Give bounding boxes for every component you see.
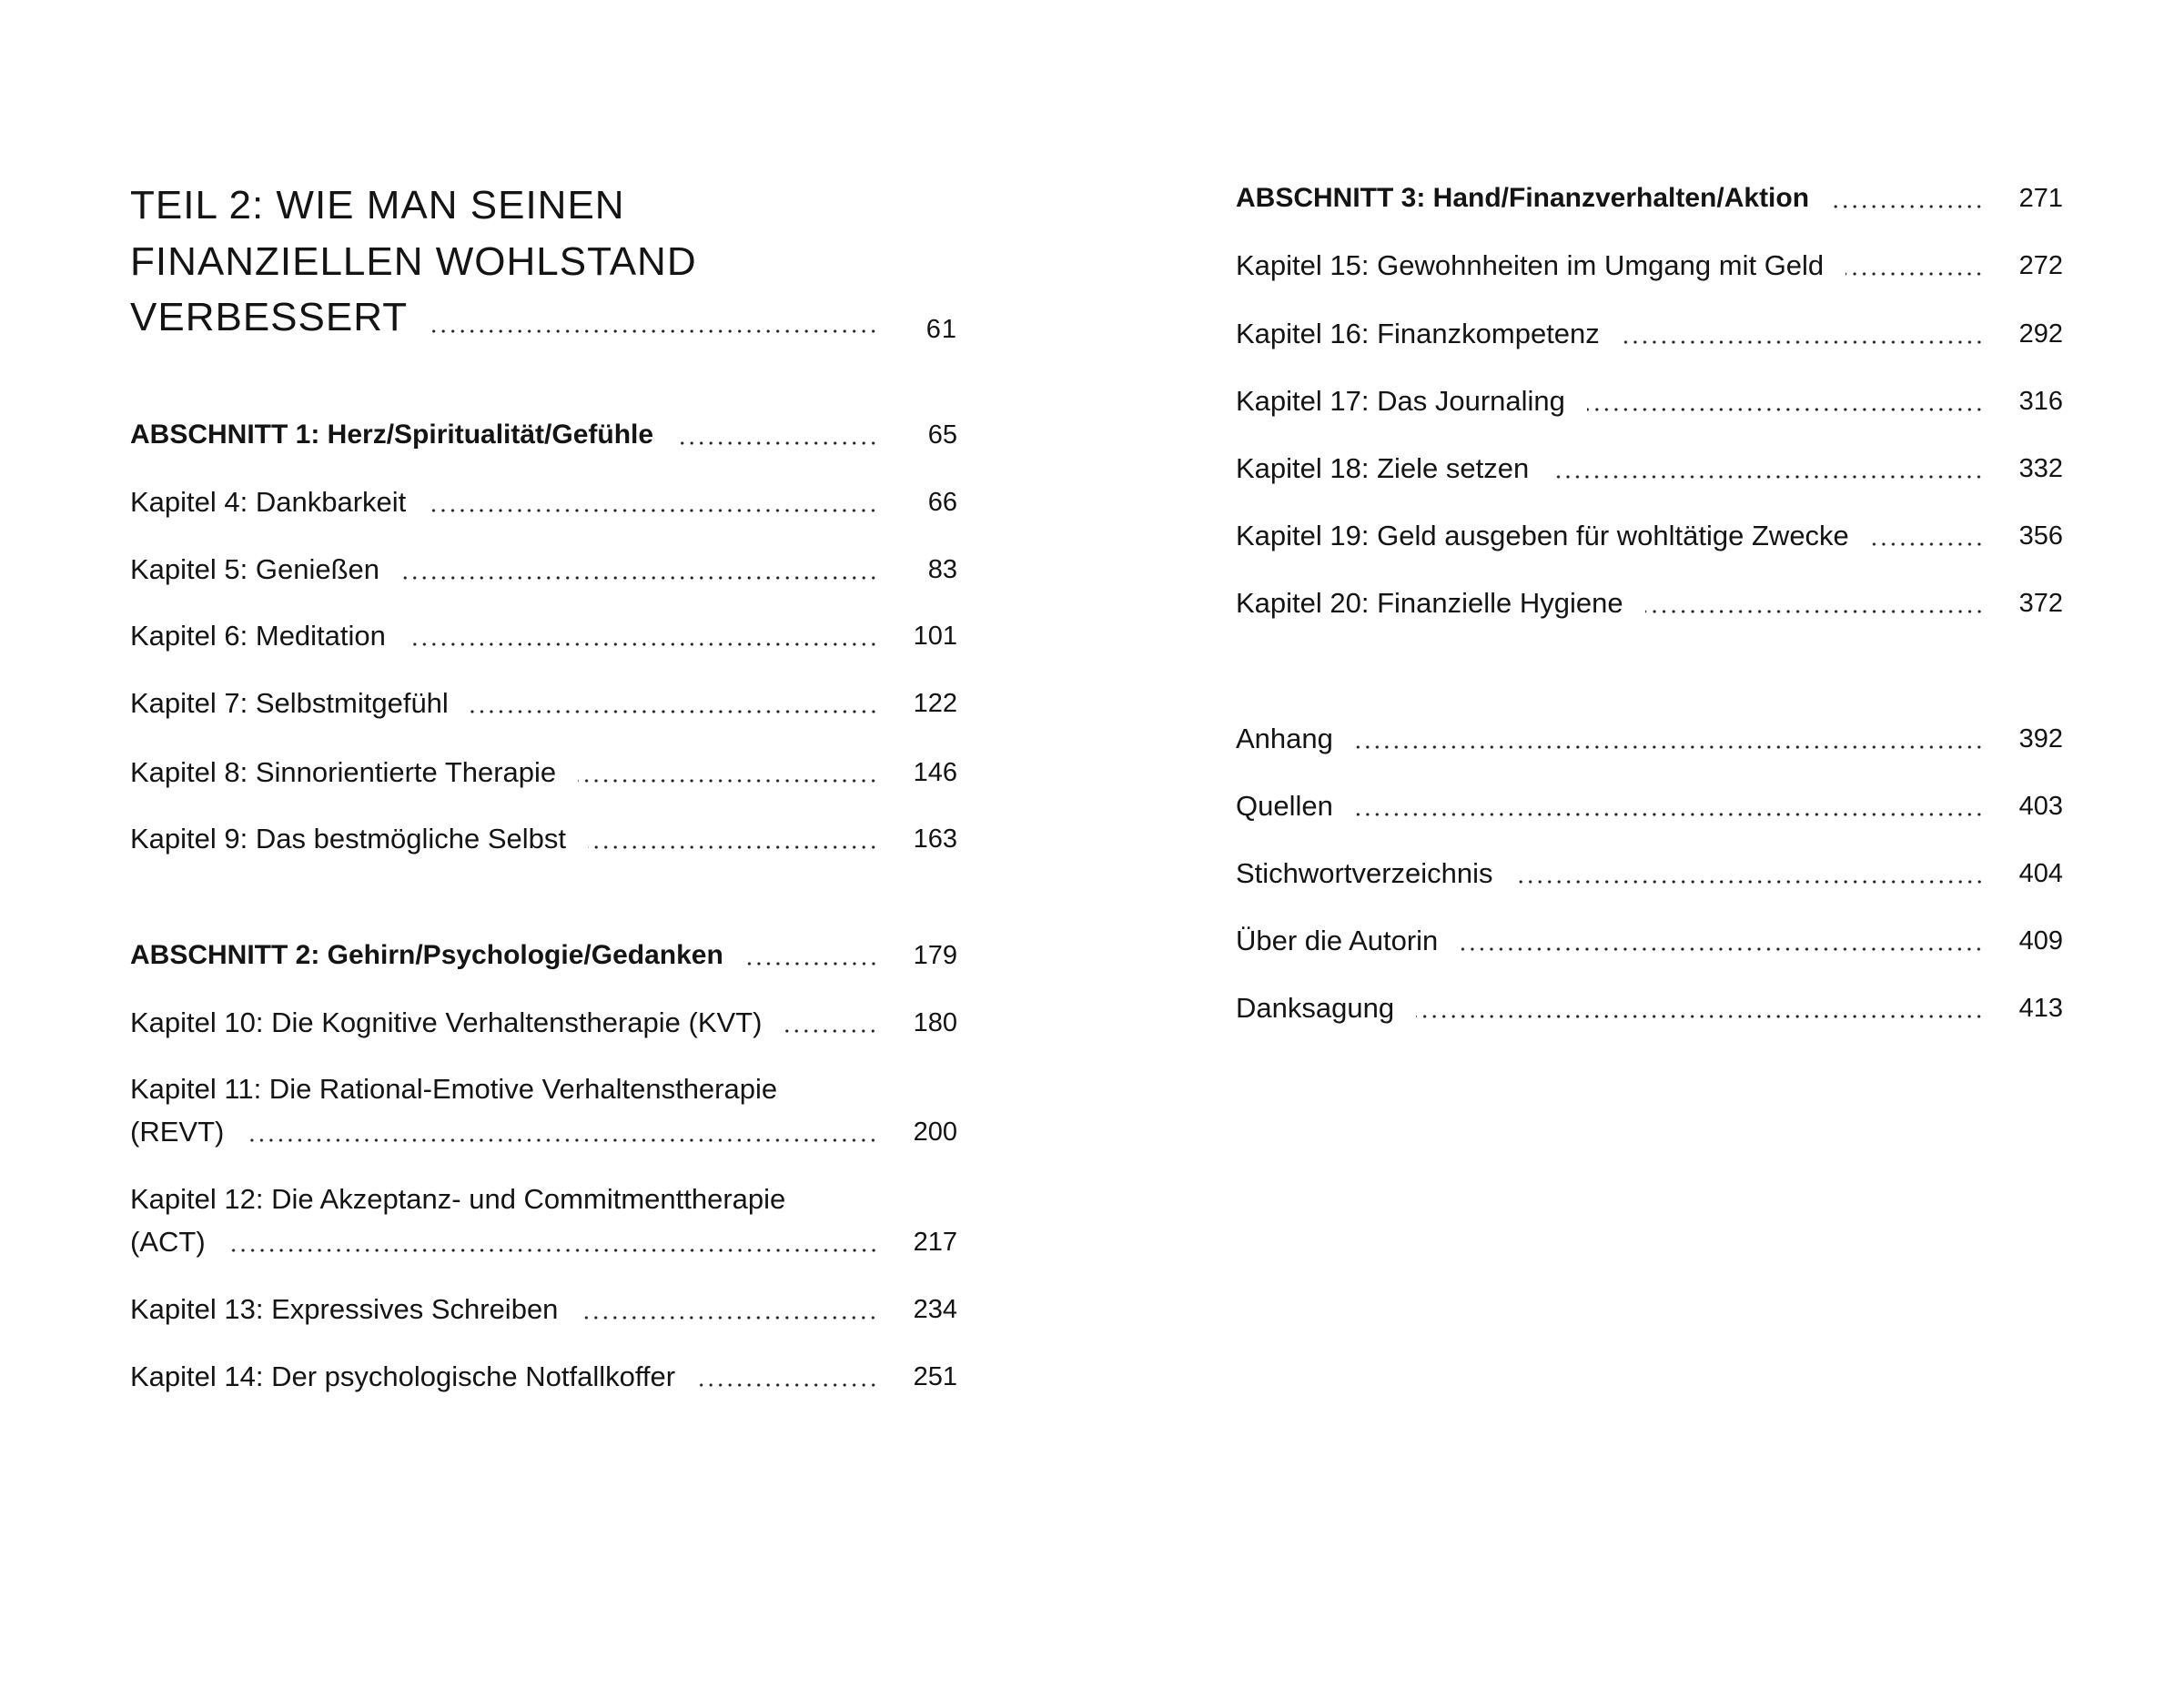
toc-entry-page: 83 (927, 555, 957, 584)
toc-entry[interactable] (1236, 923, 2063, 959)
toc-entry-page: 316 (2018, 387, 2063, 416)
toc-entry[interactable] (130, 754, 957, 791)
toc-entry-label: Kapitel 14: Der psychologische Notfallkoffer (130, 1360, 676, 1392)
dot-leader (1551, 475, 1984, 479)
dot-leader (1845, 272, 1984, 276)
toc-entry[interactable] (130, 551, 957, 588)
toc-entry-label: Quellen (1236, 790, 1333, 822)
dot-leader (588, 845, 878, 849)
toc-entry[interactable] (1236, 585, 2063, 622)
dot-leader (580, 1316, 878, 1320)
toc-entry-page: 217 (913, 1228, 957, 1257)
toc-entry-page: 200 (913, 1117, 957, 1147)
toc-entry-page: 163 (913, 824, 957, 854)
toc-entry-page: 61 (925, 315, 957, 344)
toc-entry-label: Stichwortverzeichnis (1236, 857, 1493, 889)
toc-entry-page: 392 (2018, 724, 2063, 753)
toc-entry-page: 356 (2018, 521, 2063, 551)
dot-leader (784, 1029, 878, 1033)
dot-leader (1871, 542, 1984, 546)
dot-leader (401, 576, 878, 580)
dot-leader (430, 329, 878, 333)
dot-leader (246, 1138, 878, 1142)
toc-entry-label: Kapitel 19: Geld ausgeben für wohltätige Zwecke (1236, 520, 1849, 551)
toc-entry-label: VERBESSERT (130, 295, 409, 339)
toc-entry-label: Kapitel 9: Das bestmögliche Selbst (130, 823, 567, 855)
toc-entry-label-line-1: Kapitel 11: Die Rational-Emotive Verhaltenstherapie (130, 1073, 778, 1105)
dot-leader (578, 779, 878, 783)
dot-leader (1831, 205, 1984, 208)
toc-entry-label: Über die Autorin (1236, 925, 1439, 956)
toc-entry-part-2[interactable] (130, 289, 957, 346)
toc-entry-label: Kapitel 16: Finanzkompetenz (1236, 318, 1600, 349)
part-title-line-1: TEIL 2: WIE MAN SEINEN (130, 183, 625, 228)
toc-entry[interactable] (130, 685, 957, 722)
toc-entry-label: Kapitel 17: Das Journaling (1236, 385, 1565, 417)
toc-entry[interactable] (130, 1114, 957, 1150)
toc-entry-label: Kapitel 4: Dankbarkeit (130, 486, 407, 518)
toc-entry-page: 66 (927, 488, 957, 517)
toc-entry-label: Kapitel 18: Ziele setzen (1236, 452, 1530, 484)
toc-entry[interactable] (130, 484, 957, 521)
toc-entry-label: Kapitel 7: Selbstmitgefühl (130, 687, 449, 719)
dot-leader (1622, 340, 1984, 344)
toc-entry-label: Kapitel 6: Meditation (130, 620, 386, 652)
toc-entry-page: 251 (913, 1362, 957, 1391)
dot-leader (1355, 813, 1984, 816)
toc-entry-label: ABSCHNITT 1: Herz/Spiritualität/Gefühle (130, 420, 654, 450)
dot-leader (697, 1383, 878, 1387)
part-title-line-2: FINANZIELLEN WOHLSTAND (130, 239, 697, 284)
toc-entry-page: 179 (913, 941, 957, 970)
dot-leader (745, 962, 878, 966)
toc-entry[interactable] (1236, 248, 2063, 284)
dot-leader (1416, 1015, 1984, 1018)
dot-leader (675, 441, 878, 445)
toc-entry-page: 272 (2018, 251, 2063, 280)
dot-leader (1587, 408, 1984, 411)
toc-entry-page: 180 (913, 1008, 957, 1037)
dot-leader (1515, 880, 1984, 884)
toc-entry-page: 413 (2018, 994, 2063, 1023)
toc-section-entry[interactable] (130, 937, 957, 974)
toc-entry-label: ABSCHNITT 2: Gehirn/Psychologie/Gedanken (130, 940, 723, 970)
toc-entry[interactable] (130, 1224, 957, 1260)
toc-entry[interactable] (1236, 518, 2063, 554)
toc-entry-label: Kapitel 10: Die Kognitive Verhaltenstherapie (KVT) (130, 1006, 763, 1038)
toc-entry-page: 146 (913, 758, 957, 787)
toc-entry-page: 271 (2018, 184, 2063, 213)
dot-leader (428, 509, 878, 512)
toc-section-entry[interactable] (130, 417, 957, 453)
dot-leader (228, 1249, 878, 1252)
toc-entry-label: Danksagung (1236, 992, 1395, 1024)
toc-entry-page: 403 (2018, 792, 2063, 821)
toc-entry-label: Kapitel 8: Sinnorientierte Therapie (130, 756, 557, 788)
toc-entry-page: 292 (2018, 319, 2063, 349)
toc-entry[interactable] (1236, 316, 2063, 352)
toc-entry-page: 65 (927, 420, 957, 450)
toc-entry[interactable] (1236, 855, 2063, 892)
toc-entry-page: 332 (2018, 454, 2063, 483)
toc-entry-page: 372 (2018, 589, 2063, 618)
toc-entry[interactable] (130, 1359, 957, 1395)
toc-entry[interactable] (1236, 383, 2063, 420)
dot-leader (408, 642, 878, 646)
toc-entry[interactable] (1236, 450, 2063, 487)
toc-entry-page: 101 (913, 622, 957, 651)
dot-leader (1645, 610, 1984, 613)
toc-entry[interactable] (130, 1291, 957, 1328)
toc-entry[interactable] (1236, 721, 2063, 757)
toc-entry-label: (ACT) (130, 1226, 206, 1258)
toc-section-entry[interactable] (1236, 180, 2063, 217)
toc-entry-label: Kapitel 13: Expressives Schreiben (130, 1293, 559, 1325)
toc-entry-page: 409 (2018, 926, 2063, 956)
toc-entry-page: 404 (2018, 859, 2063, 888)
toc-entry[interactable] (130, 821, 957, 857)
toc-entry-page: 234 (913, 1295, 957, 1324)
toc-entry[interactable] (130, 618, 957, 654)
toc-entry-page: 122 (913, 689, 957, 718)
toc-entry[interactable] (1236, 990, 2063, 1026)
toc-entry[interactable] (1236, 788, 2063, 824)
toc-entry-label-line-1: Kapitel 12: Die Akzeptanz- und Commitmenttherapie (130, 1183, 786, 1215)
toc-entry-label: (REVT) (130, 1116, 225, 1148)
dot-leader (1460, 947, 1984, 951)
toc-entry-label: Kapitel 5: Genießen (130, 553, 380, 585)
toc-entry-label: Kapitel 20: Finanzielle Hygiene (1236, 587, 1623, 619)
toc-entry-label: Kapitel 15: Gewohnheiten im Umgang mit Geld (1236, 249, 1825, 281)
toc-entry[interactable] (130, 1005, 957, 1041)
dot-leader (470, 710, 878, 713)
dot-leader (1355, 745, 1984, 749)
toc-entry-label: Anhang (1236, 723, 1333, 754)
toc-entry-label: ABSCHNITT 3: Hand/Finanzverhalten/Aktion (1236, 183, 1810, 213)
